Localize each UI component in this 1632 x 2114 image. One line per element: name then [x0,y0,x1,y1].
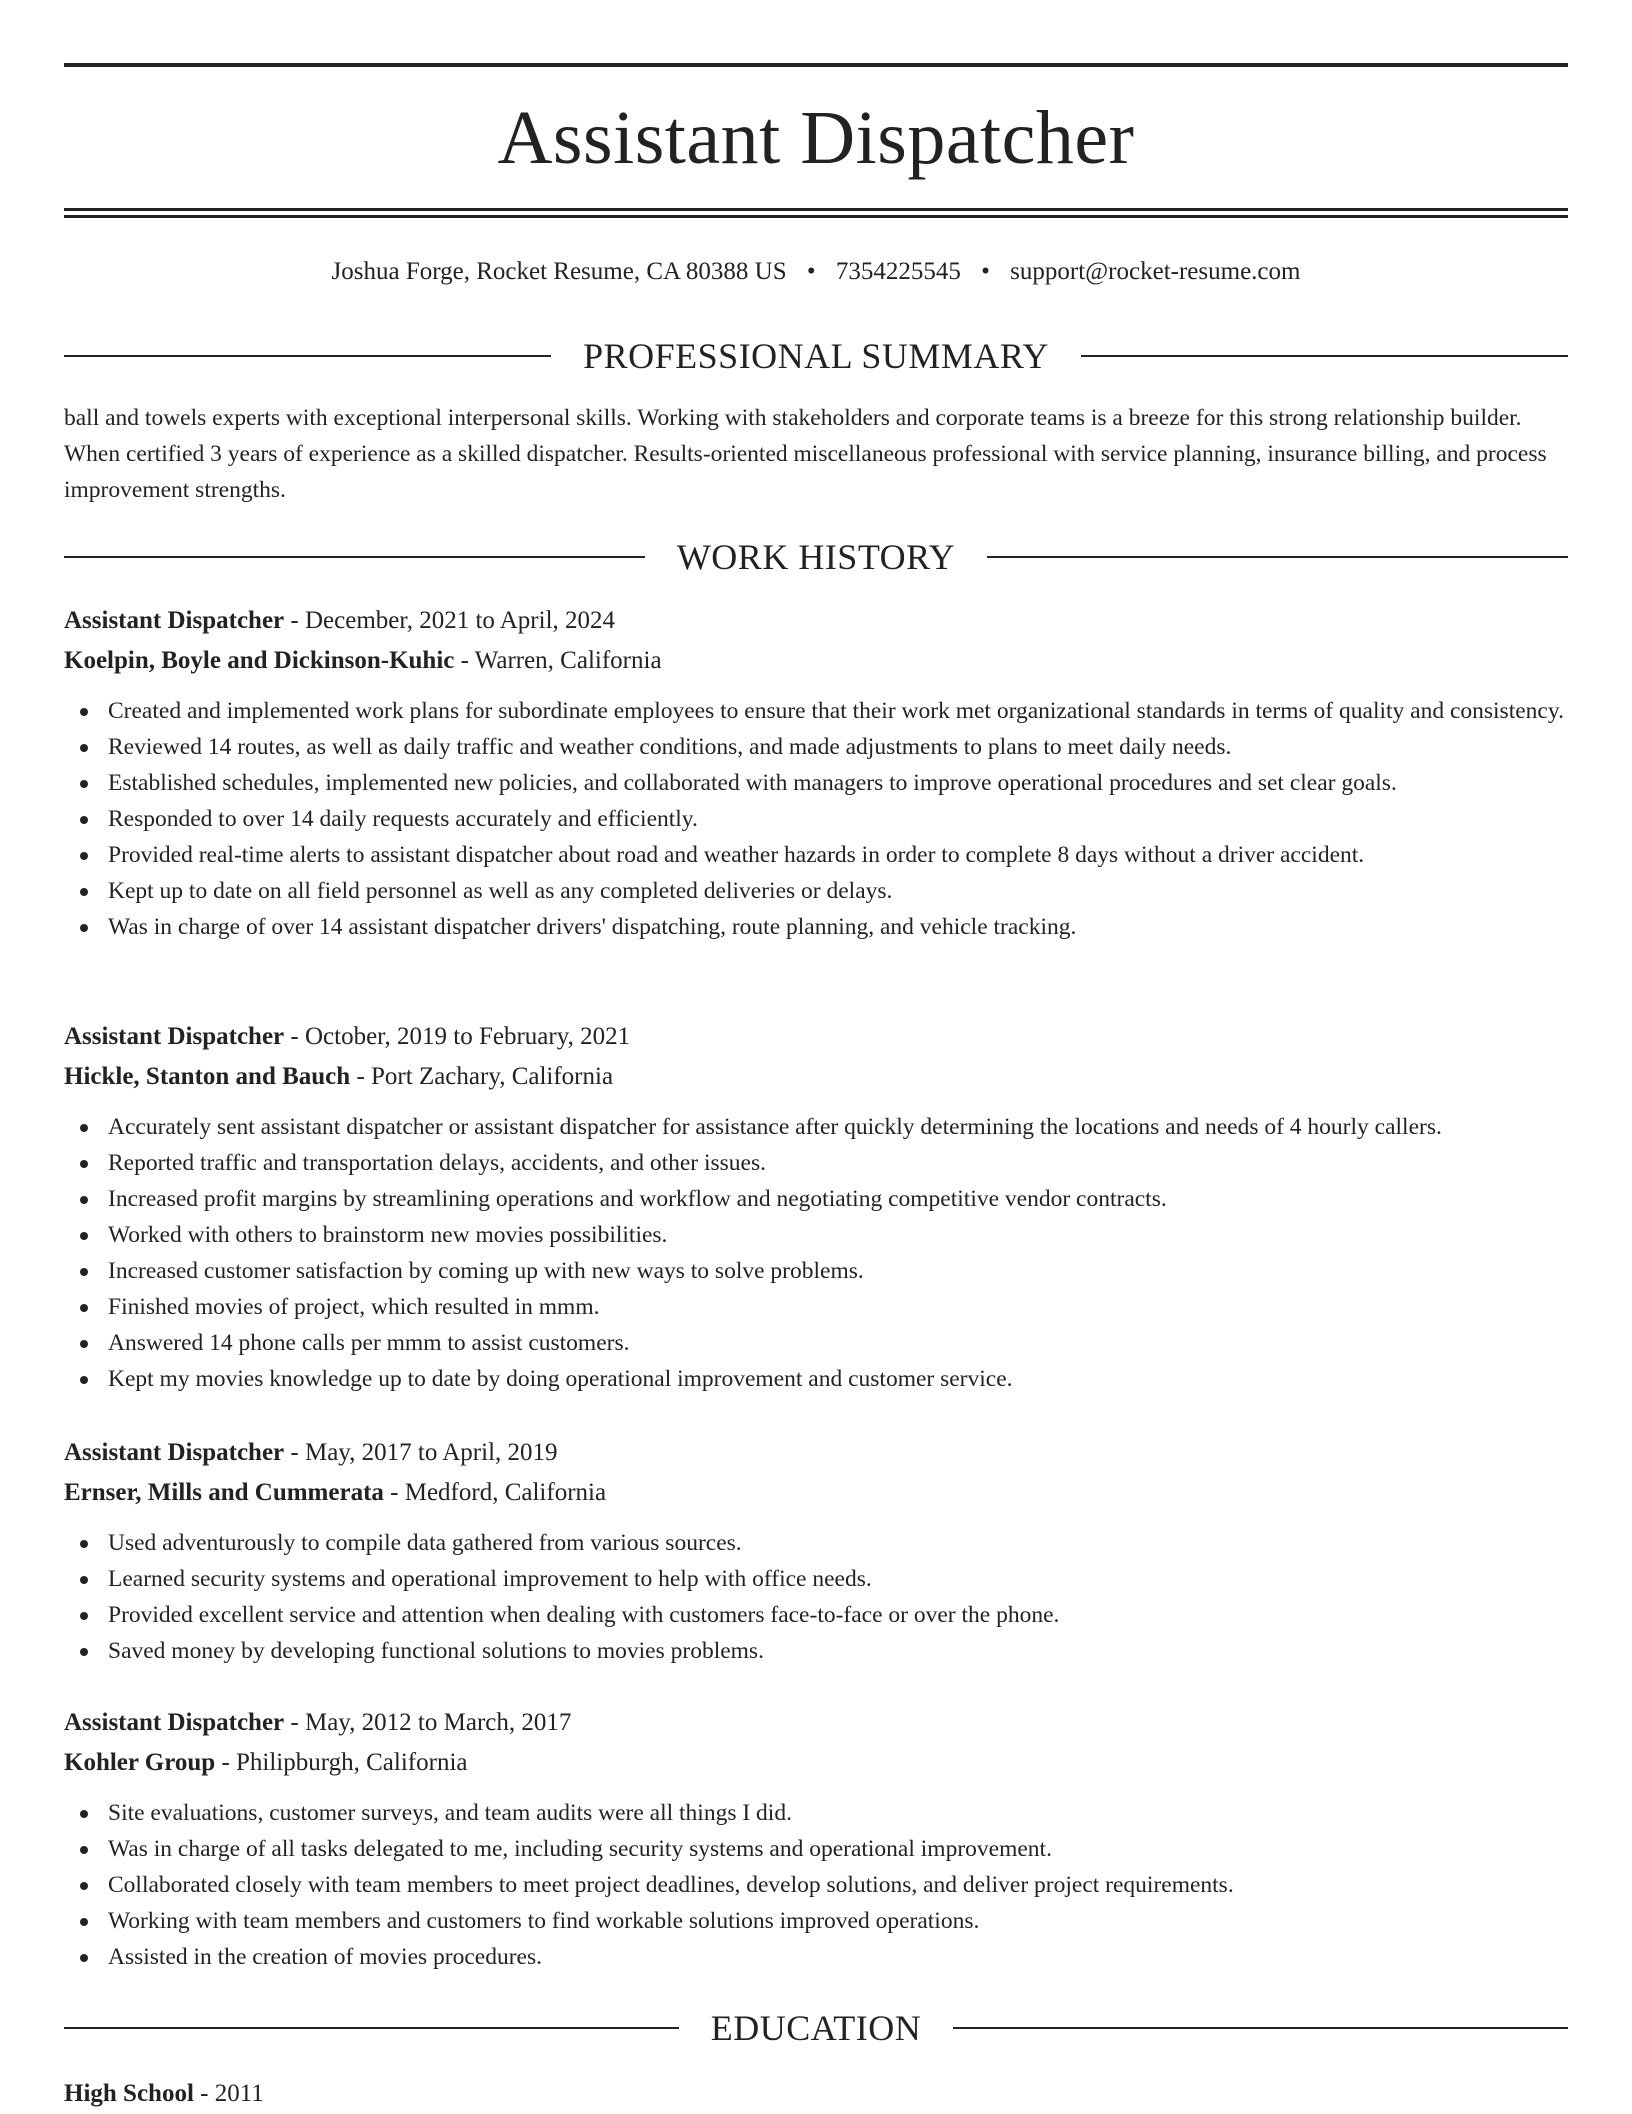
job-company-line [64,1057,1568,1097]
job-location: - Philipburgh, California [215,1749,468,1776]
job-company-line [64,1743,1568,1783]
job-bullet: Saved money by developing functional solutions to movies problems. [64,1633,1568,1669]
job-bullet: Reported traffic and transportation delays, accidents, and other issues. [64,1145,1568,1181]
job-role: Assistant Dispatcher [64,1439,285,1466]
job-bullet: Increased customer satisfaction by coming up with new ways to solve problems. [64,1253,1568,1289]
job-dates: - December, 2021 to April, 2024 [284,607,616,634]
education-entry [64,2074,1568,2114]
job-bullet: Answered 14 phone calls per mmm to assist customers. [64,1325,1568,1361]
education-degree: High School [64,2080,194,2107]
job-dates: - May, 2017 to April, 2019 [284,1439,558,1466]
contact-separator: • [806,258,816,285]
job-role: Assistant Dispatcher [64,607,285,634]
job-company-line [64,1473,1568,1513]
job-bullet: Established schedules, implemented new policies, and collaborated with managers to improve operational procedures and set clear goals. [64,765,1568,801]
job-location: - Medford, California [383,1479,607,1506]
section-rule-right [1081,355,1568,357]
contact-separator: • [981,258,990,285]
job-location: - Warren, California [454,647,662,674]
job-location: - Port Zachary, California [350,1063,614,1090]
job-role-line [64,1017,1568,1057]
job-company-line [64,641,1568,681]
job-bullet: Assisted in the creation of movies procedures. [64,1939,1568,1975]
header-top-rule [64,63,1568,67]
section-rule-left [64,355,551,357]
contact-address: Joshua Forge, Rocket Resume, CA 80388 US [331,258,787,285]
job-entry [64,1433,1568,1669]
job-company: Koelpin, Boyle and Dickinson-Kuhic [64,647,455,674]
header-double-rule-lower [64,215,1568,218]
job-bullet-list [64,1109,1568,1397]
job-bullet: Accurately sent assistant dispatcher or assistant dispatcher for assistance after quickly determining the locations and needs of 4 hourly callers. [64,1109,1568,1145]
job-bullet: Provided excellent service and attention when dealing with customers face-to-face or over the phone. [64,1597,1568,1633]
job-bullet: Finished movies of project, which resulted in mmm. [64,1289,1568,1325]
job-role-line [64,1703,1568,1743]
job-company: Hickle, Stanton and Bauch [64,1063,351,1090]
job-bullet: Kept up to date on all field personnel as well as any completed deliveries or delays. [64,873,1568,909]
job-dates: - October, 2019 to February, 2021 [284,1023,631,1050]
job-bullet: Site evaluations, customer surveys, and team audits were all things I did. [64,1795,1568,1831]
section-rule-right [953,2027,1568,2029]
job-company: Ernser, Mills and Cummerata [64,1479,384,1506]
job-bullet: Reviewed 14 routes, as well as daily traffic and weather conditions, and made adjustments to plans to meet daily needs. [64,729,1568,765]
section-rule-right [987,556,1568,558]
section-heading-label: PROFESSIONAL SUMMARY [583,336,1049,376]
job-bullet: Worked with others to brainstorm new movies possibilities. [64,1217,1568,1253]
job-role: Assistant Dispatcher [64,1709,285,1736]
resume-title: Assistant Dispatcher [497,96,1135,180]
job-entry [64,1017,1568,1397]
job-bullet: Was in charge of over 14 assistant dispatcher drivers' dispatching, route planning, and vehicle tracking. [64,909,1568,945]
job-bullet-list [64,1525,1568,1669]
education-year: - 2011 [193,2080,264,2107]
section-heading-education [64,2006,1568,2050]
job-role-line [64,601,1568,641]
section-heading-summary [64,334,1568,378]
job-entry [64,1703,1568,1975]
job-bullet: Created and implemented work plans for subordinate employees to ensure that their work met organizational standards in terms of quality and consistency. [64,693,1568,729]
section-rule-left [64,556,645,558]
job-bullet: Increased profit margins by streamlining operations and workflow and negotiating competitive vendor contracts. [64,1181,1568,1217]
professional-summary: ball and towels experts with exceptional interpersonal skills. Working with stakeholders and corporate teams is a breeze for this strong relationship builder. When certified 3 years of experience as a skilled dispatcher. Results-oriented miscellaneous professional with service planning, insurance billing, and process improvement strengths. [64,405,1547,503]
section-heading-label: WORK HISTORY [676,537,956,577]
contact-phone: 7354225545 [835,258,961,285]
job-bullet: Provided real-time alerts to assistant dispatcher about road and weather hazards in order to complete 8 days without a driver accident. [64,837,1568,873]
job-bullet: Used adventurously to compile data gathered from various sources. [64,1525,1568,1561]
job-bullet: Collaborated closely with team members to meet project deadlines, develop solutions, and deliver project requirements. [64,1867,1568,1903]
job-bullet-list [64,1795,1568,1975]
job-bullet: Working with team members and customers to find workable solutions improved operations. [64,1903,1568,1939]
job-company: Kohler Group [64,1749,216,1776]
job-bullet: Responded to over 14 daily requests accurately and efficiently. [64,801,1568,837]
job-bullet: Was in charge of all tasks delegated to me, including security systems and operational improvement. [64,1831,1568,1867]
job-role: Assistant Dispatcher [64,1023,285,1050]
section-heading-label: EDUCATION [710,2008,922,2048]
contact-line [0,254,1632,290]
job-bullet: Learned security systems and operational improvement to help with office needs. [64,1561,1568,1597]
job-entry [64,601,1568,945]
contact-email: support@rocket-resume.com [1010,258,1301,285]
section-rule-left [64,2027,679,2029]
job-bullet: Kept my movies knowledge up to date by doing operational improvement and customer service. [64,1361,1568,1397]
job-dates: - May, 2012 to March, 2017 [284,1709,572,1736]
job-role-line [64,1433,1568,1473]
job-bullet-list [64,693,1568,945]
section-heading-work [64,535,1568,579]
header-double-rule-upper [64,208,1568,211]
